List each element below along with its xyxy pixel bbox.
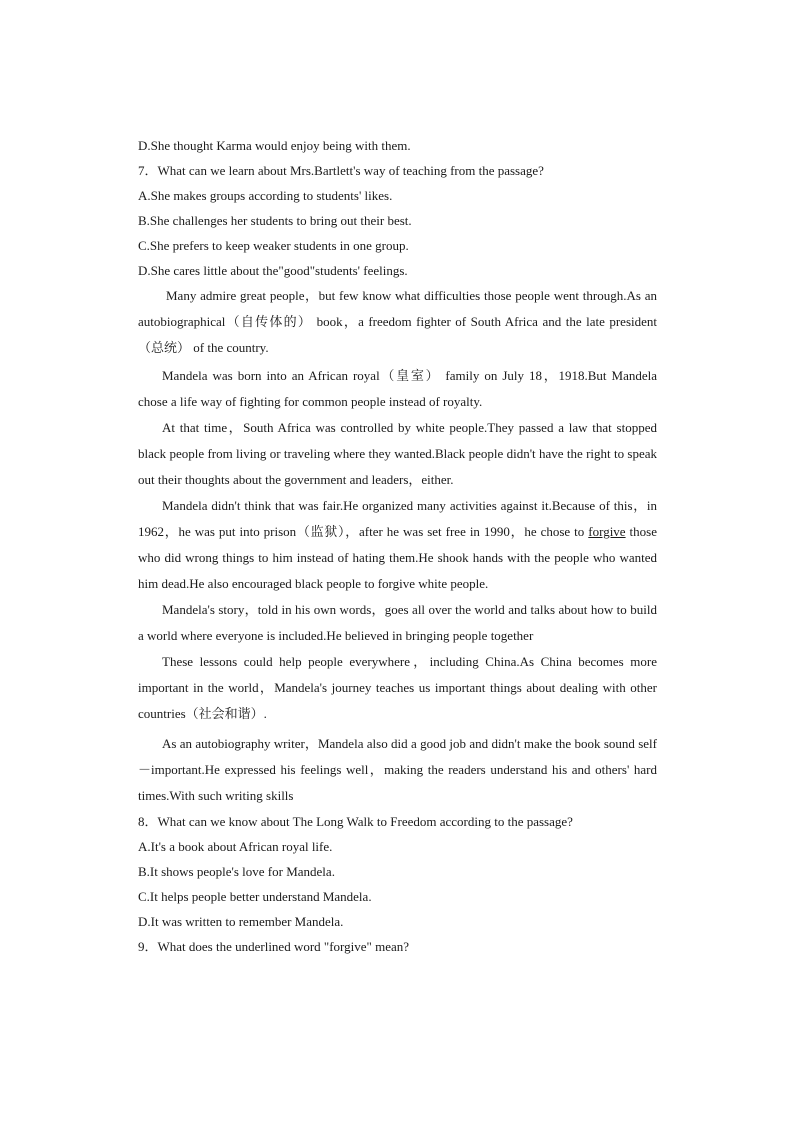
passage-paragraph-4-end: those who did wrong things to him instead of hating them.He shook hands with the people who wanted him dead.He also encouraged black people to forgive white people. — [138, 524, 657, 591]
passage-paragraph-6: These lessons could help people everywhere，including China.As China becomes more important in the world，Mandela's journey teaches us important things about dealing with other countries（社会和谐）. — [138, 654, 657, 721]
q6-option-d: D.She thought Karma would enjoy being with them. — [138, 138, 411, 153]
q8-option-c: C.It helps people better understand Mandela. — [138, 889, 372, 904]
passage-paragraph-3: At that time，South Africa was controlled by white people.They passed a law that stopped black people from living or traveling where they wanted.Black people didn't have the right to speak out their thoughts about the government and leaders，either. — [138, 420, 657, 487]
q8-option-d: D.It was written to remember Mandela. — [138, 914, 344, 929]
q8-option-a: A.It's a book about African royal life. — [138, 839, 333, 854]
underlined-word-forgive: forgive — [588, 524, 626, 539]
passage-paragraph-4-start: Mandela didn't think that was fair.He organized many activities against it.Because of this，in 1962，he was put into prison（监狱），after he was set free in 1990，he chose to — [138, 498, 657, 539]
passage-paragraph-4 — [138, 493, 657, 597]
q7-option-d: D.She cares little about the"good"students' feelings. — [138, 263, 408, 278]
q7-option-b: B.She challenges her students to bring out their best. — [138, 213, 412, 228]
passage-paragraph-7: As an autobiography writer，Mandela also did a good job and didn't make the book sound self－important.He expressed his feelings well，making the readers understand his and others' hard times.With such writing skills — [138, 736, 657, 803]
q8-question: 8．What can we know about The Long Walk to Freedom according to the passage? — [138, 814, 573, 829]
q7-question: 7．What can we learn about Mrs.Bartlett's way of teaching from the passage? — [138, 163, 544, 178]
q9-question: 9．What does the underlined word "forgive" mean? — [138, 939, 410, 954]
q7-option-a: A.She makes groups according to students' likes. — [138, 188, 393, 203]
document-page — [138, 133, 657, 959]
passage-paragraph-2: Mandela was born into an African royal（皇室） family on July 18，1918.But Mandela chose a life way of fighting for common people instead of royalty. — [138, 368, 657, 409]
passage-paragraph-5: Mandela's story，told in his own words，goes all over the world and talks about how to build a world where everyone is included.He believed in bringing people together — [138, 602, 657, 643]
q7-option-c: C.She prefers to keep weaker students in one group. — [138, 238, 409, 253]
passage-paragraph-1: Many admire great people，but few know what difficulties those people went through.As an autobiographical（自传体的） book，a freedom fighter of South Africa and the late president（总统） of the country. — [138, 288, 657, 355]
q8-option-b: B.It shows people's love for Mandela. — [138, 864, 335, 879]
